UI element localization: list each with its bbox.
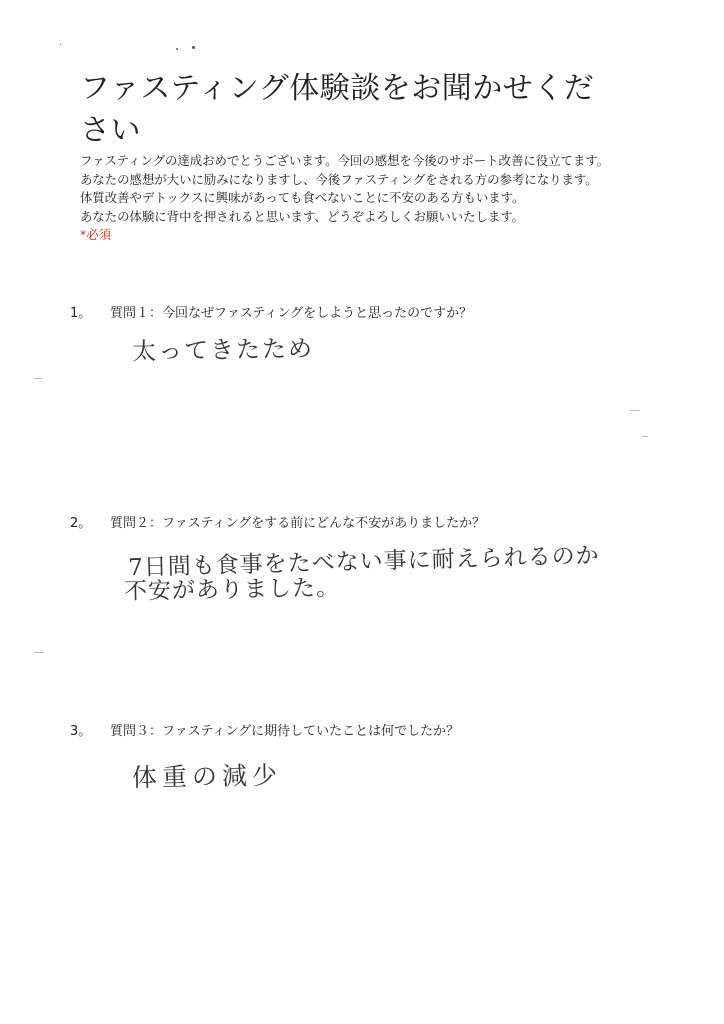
scan-speck xyxy=(176,48,178,50)
form-description xyxy=(80,152,640,245)
question-text: 質問１：今回なぜファスティングをしようと思ったのですか？ xyxy=(110,306,473,321)
handwritten-answer: 不安がありました。 xyxy=(123,575,341,605)
description-line: あなたの感想が大いに励みになりますし、今後ファスティングをされる方の参考になります。 xyxy=(80,171,598,187)
form-title: ファスティング体験談をお聞かせください xyxy=(80,71,595,148)
question-text: 質問３：ファスティングに期待していたことは何でしたか？ xyxy=(110,724,460,739)
handwritten-answer: 太ってきたため xyxy=(131,334,315,366)
description-line: 体質改善やデトックスに興味があっても食べないことに不安のある方もいます。 xyxy=(80,190,525,205)
scan-mark xyxy=(642,436,648,437)
description-line: ファスティングの達成おめでとうございます。今回の感想を今後のサポート改善に役立てます。 xyxy=(80,153,610,168)
question-number: 3。 xyxy=(70,724,92,739)
handwritten-answer: 体重の減少 xyxy=(131,760,283,793)
scan-speck xyxy=(60,44,61,45)
description-line: あなたの体験に背中を押されると思います、どうぞよろしくお願いいたします。 xyxy=(80,208,525,224)
scan-mark xyxy=(34,378,42,379)
question-text: 質問２：ファスティングをする前にどんな不安がありましたか？ xyxy=(110,516,486,531)
scan-speck xyxy=(192,46,195,49)
handwritten-answer: 7日間も食事をたべない事に耐えられるのか xyxy=(127,542,600,582)
required-note: *必須 xyxy=(80,227,111,242)
question-number: 2。 xyxy=(70,516,92,531)
question-number: 1。 xyxy=(70,306,92,321)
scan-mark xyxy=(630,410,640,411)
scan-mark xyxy=(34,652,44,653)
